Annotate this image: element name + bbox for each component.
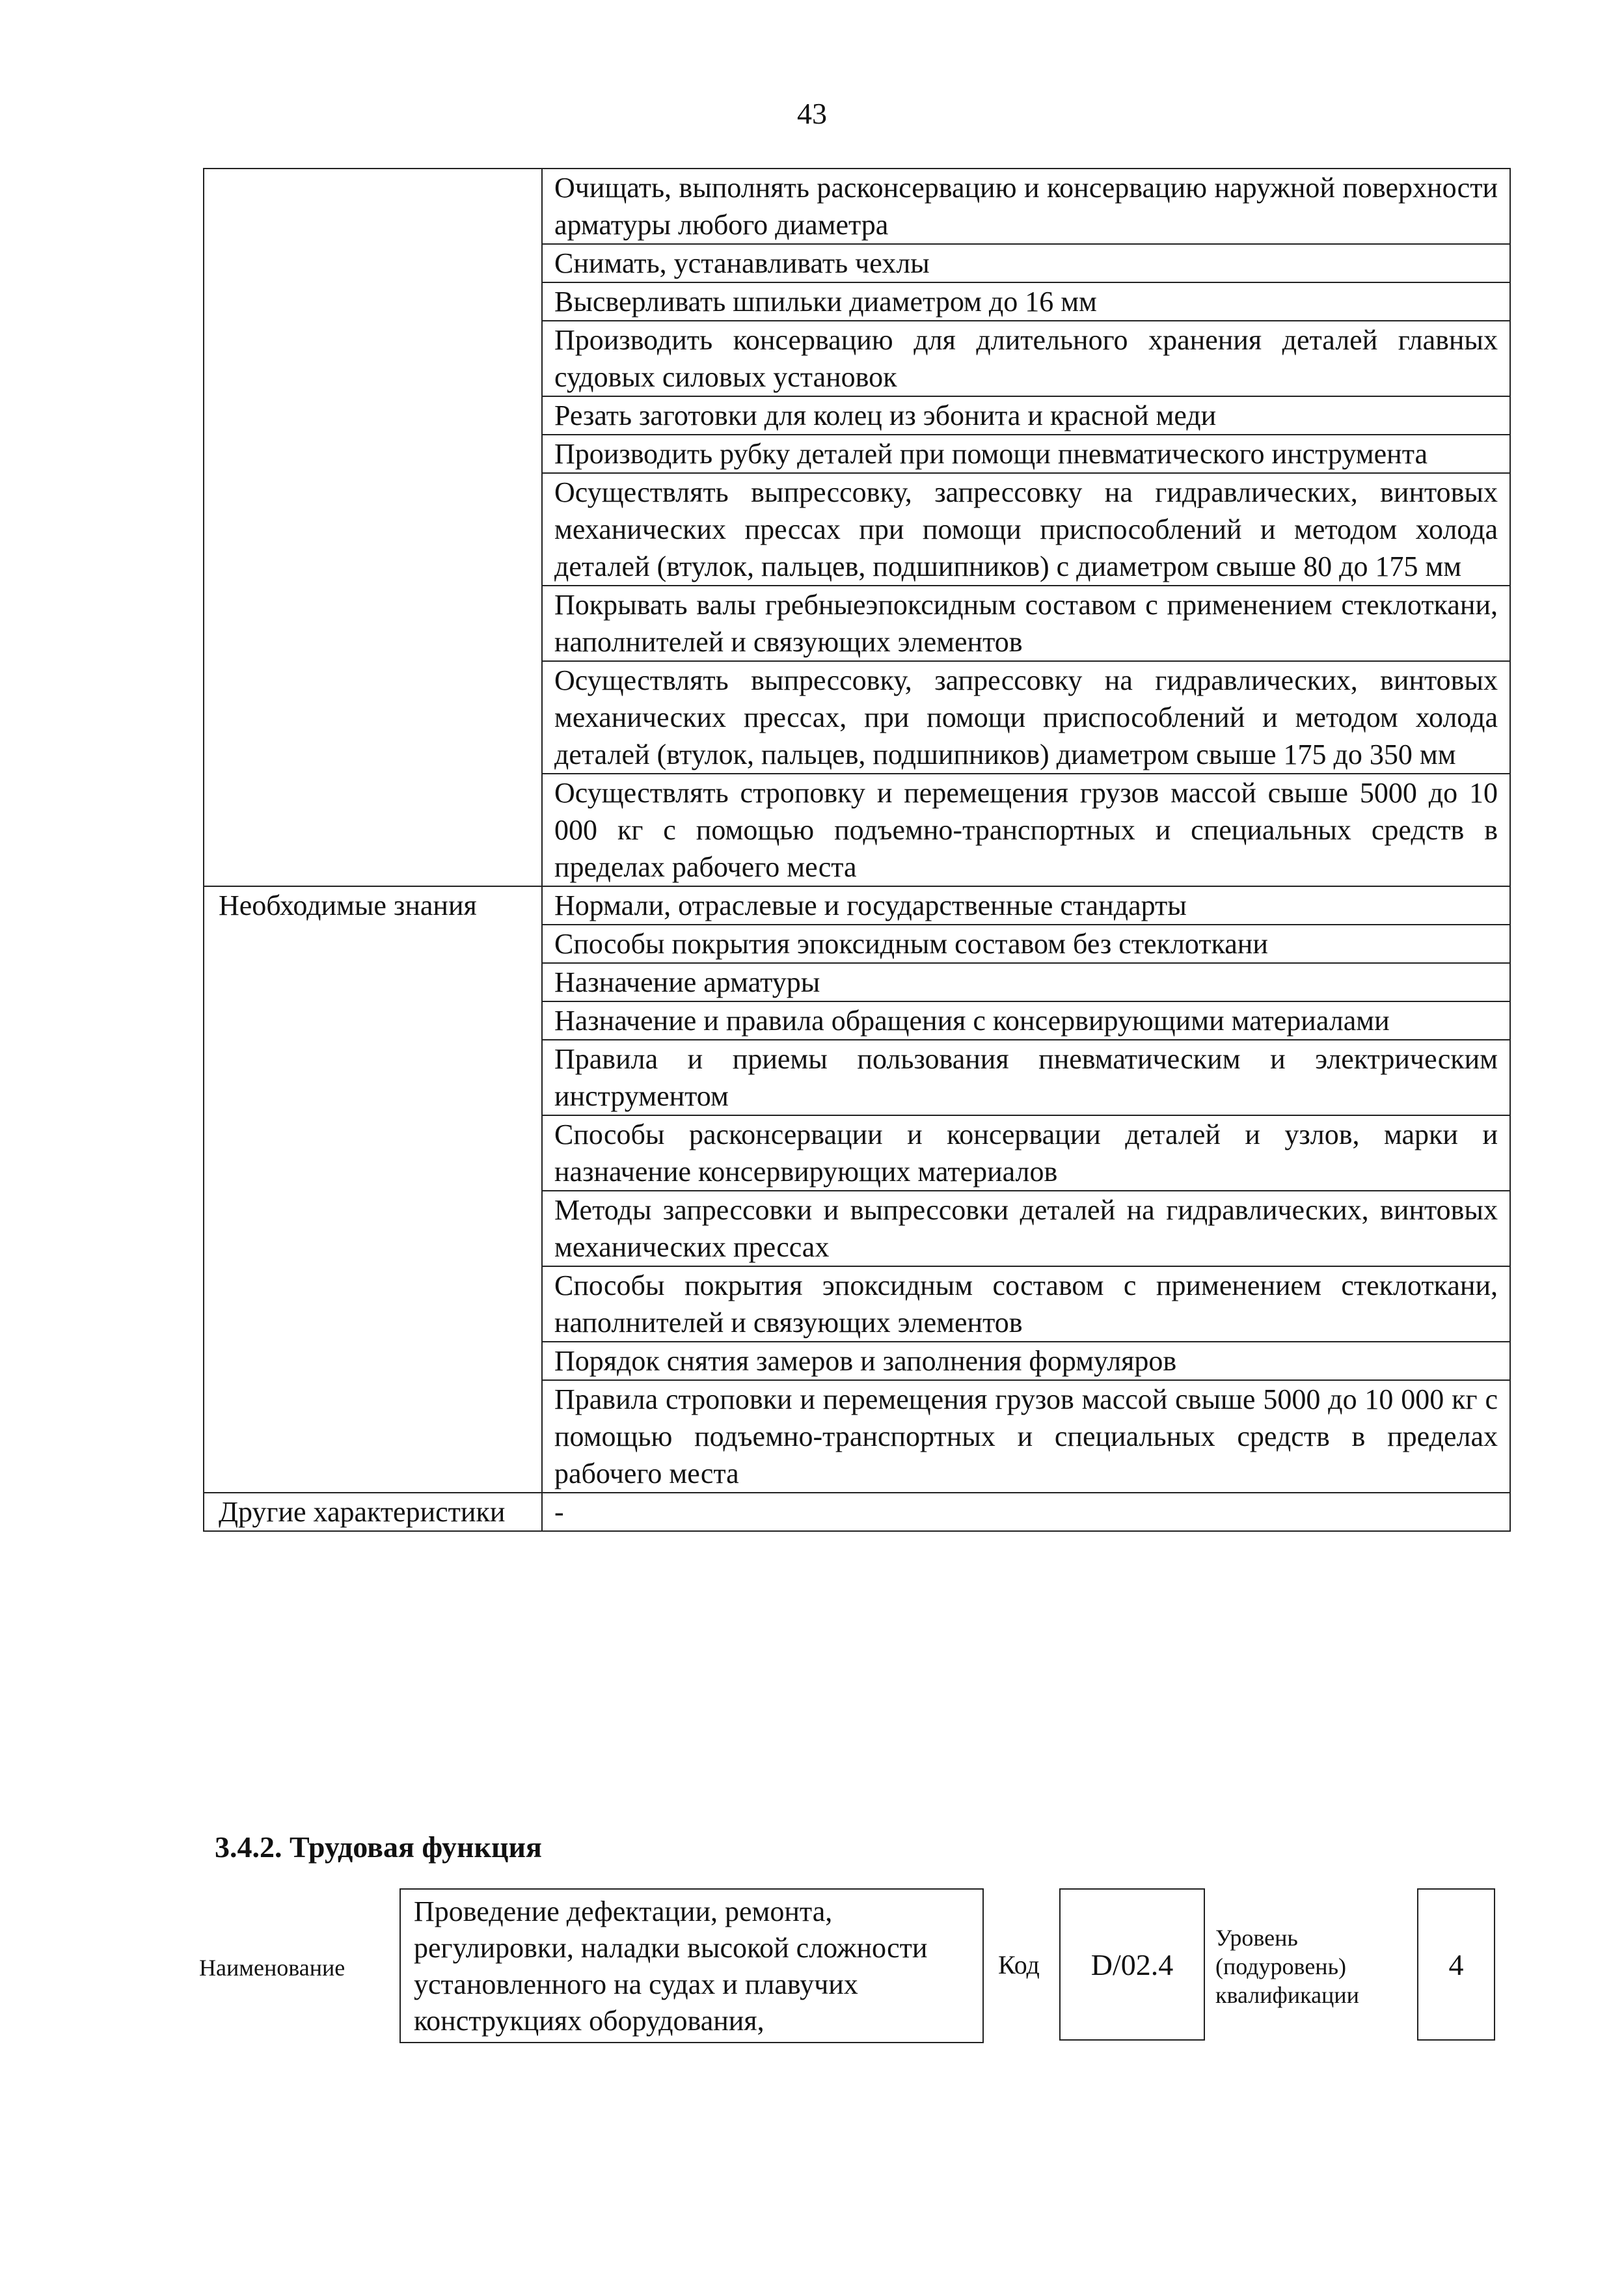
table-row <box>204 886 1510 925</box>
code-box: D/02.4 <box>1059 1888 1205 2041</box>
table-cell: Резать заготовки для колец из эбонита и красной меди <box>542 396 1510 435</box>
table-cell: Нормали, отраслевые и государственные стандарты <box>542 886 1510 925</box>
table-cell: - <box>542 1493 1510 1531</box>
table-cell: Покрывать валы гребныеэпоксидным составом с применением стеклоткани, наполнителей и связующих элементов <box>542 586 1510 661</box>
table-cell: Снимать, устанавливать чехлы <box>542 244 1510 282</box>
table-cell: Осуществлять строповку и перемещения грузов массой свыше 5000 до 10 000 кг с помощью подъемно-транспортных и специальных средств в пределах рабочего места <box>542 774 1510 886</box>
table-cell: Способы покрытия эпоксидным составом с применением стеклоткани, наполнителей и связующих элементов <box>542 1266 1510 1342</box>
page-number: 43 <box>797 97 827 130</box>
table-cell: Осуществлять выпрессовку, запрессовку на гидравлических, винтовых механических прессах, при помощи приспособлений и методом холода деталей (втулок, пальцев, подшипников) диаметром свыше 175 до 350 мм <box>542 661 1510 774</box>
table-row <box>204 169 1510 244</box>
code-label: Код <box>998 1950 1040 1979</box>
table-cell: Очищать, выполнять расконсервацию и консервацию наружной поверхности арматуры любого диаметра <box>542 169 1510 244</box>
competency-table <box>203 168 1511 1532</box>
table-cell: Высверливать шпильки диаметром до 16 мм <box>542 282 1510 321</box>
table-cell: Производить рубку деталей при помощи пневматического инструмента <box>542 435 1510 473</box>
table-cell: Производить консервацию для длительного хранения деталей главных судовых силовых установок <box>542 321 1510 396</box>
level-box: 4 <box>1417 1888 1495 2041</box>
name-label: Наименование <box>199 1955 345 1981</box>
table-cell: Правила строповки и перемещения грузов массой свыше 5000 до 10 000 кг с помощью подъемно-транспортных и специальных средств в пределах рабочего места <box>542 1380 1510 1493</box>
table-cell: Назначение арматуры <box>542 963 1510 1001</box>
table-cell: Способы покрытия эпоксидным составом без стеклоткани <box>542 925 1510 963</box>
section-title: 3.4.2. Трудовая функция <box>215 1830 542 1864</box>
category-cell: Другие характеристики <box>204 1493 542 1531</box>
table-cell: Назначение и правила обращения с консервирующими материалами <box>542 1001 1510 1040</box>
function-name-box: Проведение дефектации, ремонта, регулировки, наладки высокой сложности установленного на судах и плавучих конструкциях оборудования, <box>399 1888 984 2043</box>
table-row <box>204 1493 1510 1531</box>
table-cell: Способы расконсервации и консервации деталей и узлов, марки и назначение консервирующих материалов <box>542 1115 1510 1191</box>
level-label: Уровень (подуровень) квалификации <box>1215 1925 1359 2008</box>
table-cell: Правила и приемы пользования пневматическим и электрическим инструментом <box>542 1040 1510 1115</box>
table-cell: Порядок снятия замеров и заполнения формуляров <box>542 1342 1510 1380</box>
category-cell <box>204 169 542 886</box>
table-cell: Осуществлять выпрессовку, запрессовку на гидравлических, винтовых механических прессах при помощи приспособлений и методом холода деталей (втулок, пальцев, подшипников) с диаметром свыше 80 до 175 мм <box>542 473 1510 586</box>
category-cell: Необходимые знания <box>204 886 542 1493</box>
table-cell: Методы запрессовки и выпрессовки деталей на гидравлических, винтовых механических прессах <box>542 1191 1510 1266</box>
